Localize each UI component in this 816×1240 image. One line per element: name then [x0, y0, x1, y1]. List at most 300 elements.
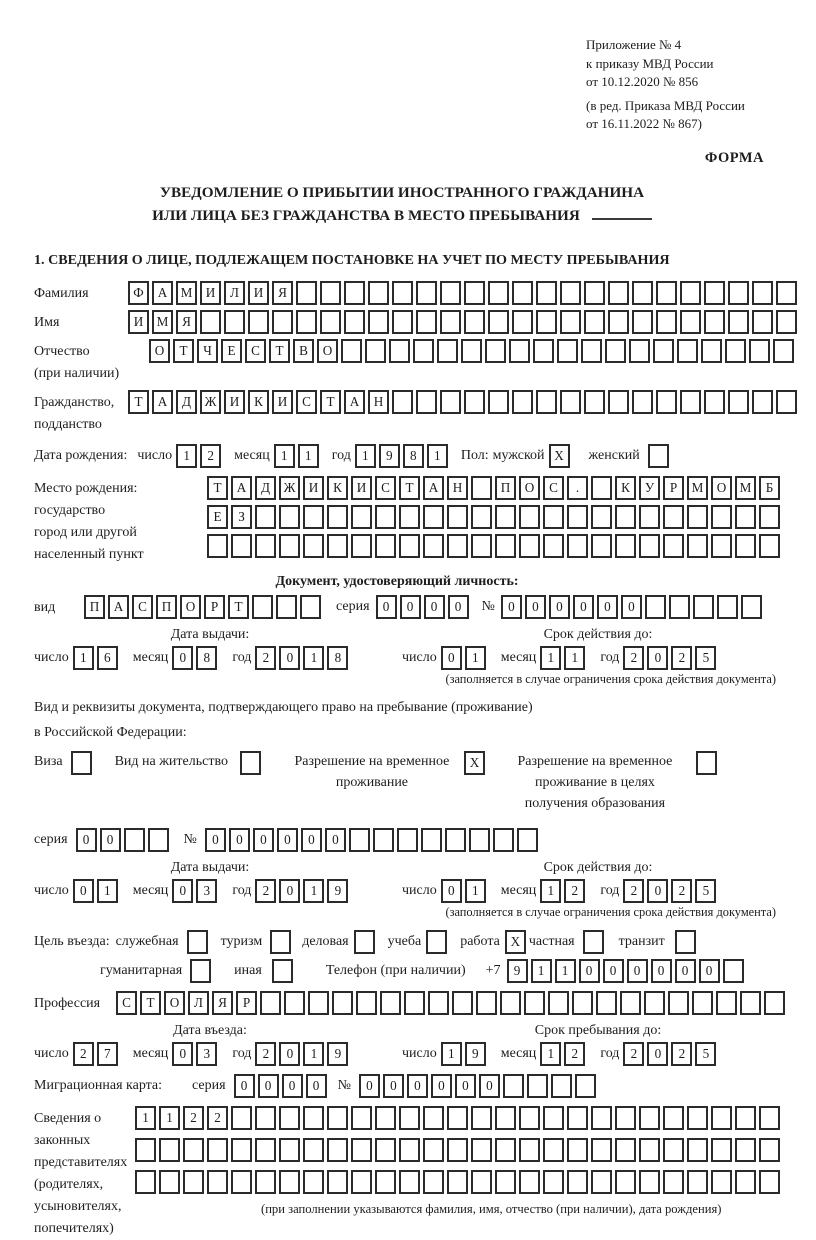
- expiry-date-title: Срок действия до:: [543, 626, 653, 642]
- day-label: число: [402, 882, 437, 898]
- form-cell: [632, 310, 653, 334]
- form-cell: [365, 339, 386, 363]
- form-cell: [159, 1170, 180, 1194]
- form-cell: [240, 751, 261, 775]
- form-cell: [252, 595, 273, 619]
- form-cell: [608, 390, 629, 414]
- patronymic-row: [34, 339, 800, 385]
- form-cell: [752, 310, 773, 334]
- form-cell: [711, 1138, 732, 1162]
- residence-series-cells: [76, 828, 172, 852]
- form-cell: [615, 1138, 636, 1162]
- expiry-day-cells: [441, 879, 489, 903]
- form-cell: А: [231, 476, 252, 500]
- identity-doc-type-row: [34, 595, 800, 619]
- form-cell: И: [303, 476, 324, 500]
- form-cell: 2: [183, 1106, 204, 1130]
- form-cell: [421, 828, 442, 852]
- form-cell: [135, 1138, 156, 1162]
- form-cell: 2: [671, 646, 692, 670]
- form-cell: [190, 959, 211, 983]
- form-cell: 0: [597, 595, 618, 619]
- form-cell: 1: [73, 646, 94, 670]
- form-cell: [543, 505, 564, 529]
- form-cell: Т: [228, 595, 249, 619]
- form-cell: 0: [253, 828, 274, 852]
- sex-female-checkbox: [648, 444, 672, 468]
- form-cell: [632, 281, 653, 305]
- residence-permit-checkbox: [240, 751, 264, 775]
- form-cell: [668, 991, 689, 1015]
- form-cell: 0: [441, 646, 462, 670]
- form-cell: [560, 281, 581, 305]
- form-cell: 2: [255, 879, 276, 903]
- sex-male-label: мужской: [492, 447, 545, 463]
- form-cell: [327, 505, 348, 529]
- form-cell: 0: [383, 1074, 404, 1098]
- form-cell: 5: [695, 1042, 716, 1066]
- form-cell: [735, 1106, 756, 1130]
- form-cell: [495, 1170, 516, 1194]
- form-cell: 2: [200, 444, 221, 468]
- form-cell: [536, 390, 557, 414]
- form-cell: [512, 310, 533, 334]
- form-cell: [759, 1170, 780, 1194]
- form-cell: [279, 1138, 300, 1162]
- form-cell: [669, 595, 690, 619]
- form-cell: [416, 310, 437, 334]
- issue-year-cells: [255, 646, 351, 670]
- form-cell: М: [152, 310, 173, 334]
- form-cell: Н: [447, 476, 468, 500]
- form-cell: [231, 534, 252, 558]
- form-cell: Р: [663, 476, 684, 500]
- form-cell: [615, 534, 636, 558]
- form-cell: [560, 390, 581, 414]
- phone-label: Телефон (при наличии): [325, 962, 466, 978]
- form-cell: [680, 310, 701, 334]
- form-cell: [471, 534, 492, 558]
- stay-until-title: Срок пребывания до:: [534, 1022, 662, 1038]
- month-label: месяц: [500, 649, 537, 665]
- form-cell: Р: [204, 595, 225, 619]
- form-cell: [368, 310, 389, 334]
- doc-expiry-date-col: [402, 627, 794, 670]
- form-cell: [303, 1170, 324, 1194]
- form-cell: 9: [507, 959, 528, 983]
- form-cell: [776, 281, 797, 305]
- doc-issue-date-col: [34, 627, 386, 670]
- form-cell: [639, 534, 660, 558]
- form-cell: [687, 1138, 708, 1162]
- form-cell: 0: [100, 828, 121, 852]
- form-cell: [503, 1074, 524, 1098]
- form-cell: [517, 828, 538, 852]
- migration-card-row: [34, 1074, 800, 1098]
- form-cell: [663, 534, 684, 558]
- form-cell: 1: [303, 1042, 324, 1066]
- form-cell: 1: [159, 1106, 180, 1130]
- form-cell: [255, 505, 276, 529]
- purpose-commercial-label: деловая: [302, 933, 349, 949]
- forma-label: ФОРМА: [704, 149, 764, 166]
- issue-month-cells: [172, 879, 220, 903]
- year-label: год: [232, 649, 252, 665]
- form-cell: 0: [205, 828, 226, 852]
- form-cell: [488, 281, 509, 305]
- form-cell: [351, 1170, 372, 1194]
- form-cell: 0: [699, 959, 720, 983]
- form-cell: 2: [623, 879, 644, 903]
- form-cell: [351, 1106, 372, 1130]
- form-cell: [255, 534, 276, 558]
- form-cell: К: [327, 476, 348, 500]
- form-cell: [248, 310, 269, 334]
- form-cell: Е: [207, 505, 228, 529]
- form-cell: 0: [282, 1074, 303, 1098]
- form-cell: [423, 1106, 444, 1130]
- form-cell: .: [567, 476, 588, 500]
- form-cell: [645, 595, 666, 619]
- form-cell: 5: [695, 879, 716, 903]
- migration-card-label: Миграционная карта:: [34, 1077, 163, 1093]
- visa-checkbox: [71, 751, 95, 775]
- patronymic-cells: [149, 339, 797, 363]
- temp-residence-permit-checkbox: [464, 751, 488, 775]
- year-label: год: [331, 447, 351, 463]
- purpose-transit-label: транзит: [618, 933, 665, 949]
- form-cell: [416, 281, 437, 305]
- form-cell: [284, 991, 305, 1015]
- form-cell: [351, 505, 372, 529]
- form-cell: 0: [376, 595, 397, 619]
- profession-row: [34, 991, 800, 1015]
- day-label: число: [34, 882, 69, 898]
- form-cell: [270, 930, 291, 954]
- form-cell: [303, 1138, 324, 1162]
- form-cell: [276, 595, 297, 619]
- form-cell: 0: [279, 879, 300, 903]
- form-cell: П: [84, 595, 105, 619]
- form-cell: [207, 1170, 228, 1194]
- form-title: [34, 181, 800, 227]
- form-cell: [308, 991, 329, 1015]
- form-cell: И: [200, 281, 221, 305]
- form-cell: [741, 595, 762, 619]
- form-cell: Т: [207, 476, 228, 500]
- form-cell: [320, 281, 341, 305]
- form-cell: У: [639, 476, 660, 500]
- form-cell: [303, 534, 324, 558]
- form-cell: [663, 1138, 684, 1162]
- form-cell: С: [132, 595, 153, 619]
- form-cell: И: [248, 281, 269, 305]
- form-cell: [711, 1170, 732, 1194]
- form-cell: [759, 534, 780, 558]
- surname-label: Фамилия: [34, 285, 89, 301]
- form-cell: И: [224, 390, 245, 414]
- form-cell: 0: [73, 879, 94, 903]
- form-cell: А: [423, 476, 444, 500]
- form-cell: О: [164, 991, 185, 1015]
- form-cell: Я: [212, 991, 233, 1015]
- form-cell: 9: [327, 879, 348, 903]
- form-cell: [519, 1170, 540, 1194]
- form-cell: Л: [188, 991, 209, 1015]
- form-cell: [663, 505, 684, 529]
- form-cell: [533, 339, 554, 363]
- citizenship-cells: [128, 390, 800, 414]
- entry-month-cells: [172, 1042, 220, 1066]
- series-label: серия: [192, 1077, 226, 1093]
- residence-permit-label: Вид на жительство: [114, 753, 228, 769]
- representatives-cells-line1: [135, 1106, 783, 1130]
- form-cell: [71, 751, 92, 775]
- form-cell: [399, 534, 420, 558]
- form-cell: [399, 1170, 420, 1194]
- purpose-work-checkbox: [505, 930, 529, 954]
- expiry-limitation-note: (заполняется в случае ограничения срока действия документа): [445, 671, 776, 686]
- section1-title: 1. СВЕДЕНИЯ О ЛИЦЕ, ПОДЛЕЖАЩЕМ ПОСТАНОВКЕ НА УЧЕТ ПО МЕСТУ ПРЕБЫВАНИЯ: [34, 251, 670, 268]
- form-cell: [773, 339, 794, 363]
- form-cell: Ч: [197, 339, 218, 363]
- appendix-revision-line: от 16.11.2022 № 867): [586, 116, 703, 131]
- form-cell: 0: [448, 595, 469, 619]
- form-cell: X: [549, 444, 570, 468]
- form-cell: [279, 1106, 300, 1130]
- form-cell: [380, 991, 401, 1015]
- form-cell: [759, 1106, 780, 1130]
- form-cell: 1: [427, 444, 448, 468]
- form-cell: 0: [172, 879, 193, 903]
- form-cell: 0: [407, 1074, 428, 1098]
- form-cell: О: [180, 595, 201, 619]
- form-cell: А: [344, 390, 365, 414]
- form-cell: [375, 1106, 396, 1130]
- form-cell: [437, 339, 458, 363]
- form-cell: К: [615, 476, 636, 500]
- form-cell: [183, 1170, 204, 1194]
- migration-card-number-cells: [359, 1074, 599, 1098]
- form-cell: [567, 1170, 588, 1194]
- form-cell: Н: [368, 390, 389, 414]
- residence-expiry-date-col: [402, 860, 794, 903]
- number-sign: №: [337, 1077, 351, 1093]
- form-title-line2: ИЛИ ЛИЦА БЕЗ ГРАЖДАНСТВА В МЕСТО ПРЕБЫВАНИЯ: [152, 206, 580, 224]
- identity-doc-section-title: Документ, удостоверяющий личность:: [275, 573, 519, 589]
- form-cell: [351, 534, 372, 558]
- form-cell: [584, 281, 605, 305]
- form-cell: [567, 1106, 588, 1130]
- form-cell: [519, 534, 540, 558]
- representatives-note: (при заполнении указываются фамилия, имя, отчество (при наличии), дата рождения): [261, 1201, 722, 1216]
- form-cell: [639, 1106, 660, 1130]
- form-cell: X: [505, 930, 526, 954]
- number-sign: №: [481, 598, 495, 614]
- form-cell: [632, 390, 653, 414]
- appendix-line: к приказу МВД России: [586, 55, 714, 71]
- form-cell: [693, 595, 714, 619]
- form-cell: М: [176, 281, 197, 305]
- entry-stay-dates: [34, 1023, 800, 1066]
- residence-doc-intro: Вид и реквизиты документа, подтверждающего право на пребывание (проживание) в Российской Федерации:: [34, 699, 533, 740]
- year-label: год: [232, 882, 252, 898]
- form-cell: 1: [135, 1106, 156, 1130]
- form-cell: [255, 1106, 276, 1130]
- stay-month-cells: [540, 1042, 588, 1066]
- form-cell: 0: [455, 1074, 476, 1098]
- form-cell: [471, 505, 492, 529]
- form-cell: [581, 339, 602, 363]
- birth-place-cells-line3: [207, 534, 783, 558]
- form-cell: 2: [623, 646, 644, 670]
- patronymic-label: Отчество (при наличии): [34, 343, 120, 381]
- form-cell: [255, 1170, 276, 1194]
- phone-cells: [507, 959, 747, 983]
- purpose-humanitarian-label: гуманитарная: [100, 962, 183, 978]
- doc-type-label: вид: [34, 600, 56, 615]
- form-cell: [445, 828, 466, 852]
- phone-prefix: +7: [485, 962, 501, 978]
- form-cell: [656, 281, 677, 305]
- form-cell: 0: [234, 1074, 255, 1098]
- appendix-reference-block: [586, 36, 816, 134]
- form-cell: М: [735, 476, 756, 500]
- purpose-business-label: служебная: [115, 933, 179, 949]
- year-label: год: [600, 649, 620, 665]
- form-cell: 1: [555, 959, 576, 983]
- form-cell: [591, 476, 612, 500]
- form-cell: Т: [269, 339, 290, 363]
- form-cell: 2: [73, 1042, 94, 1066]
- form-cell: [416, 390, 437, 414]
- form-cell: [327, 1106, 348, 1130]
- day-label: число: [137, 447, 173, 463]
- form-cell: [471, 1138, 492, 1162]
- form-cell: 0: [359, 1074, 380, 1098]
- form-cell: [471, 476, 492, 500]
- form-cell: [557, 339, 578, 363]
- form-cell: [440, 310, 461, 334]
- form-cell: [583, 930, 604, 954]
- form-cell: Б: [759, 476, 780, 500]
- expiry-limitation-note: (заполняется в случае ограничения срока действия документа): [445, 904, 776, 919]
- form-cell: [392, 281, 413, 305]
- form-cell: [717, 595, 738, 619]
- form-cell: Т: [140, 991, 161, 1015]
- form-cell: С: [296, 390, 317, 414]
- form-cell: 5: [695, 646, 716, 670]
- form-cell: 1: [540, 646, 561, 670]
- form-cell: [341, 339, 362, 363]
- form-cell: 0: [76, 828, 97, 852]
- form-cell: И: [128, 310, 149, 334]
- expiry-month-cells: [540, 879, 588, 903]
- form-cell: [759, 505, 780, 529]
- form-cell: [332, 991, 353, 1015]
- form-cell: [591, 1138, 612, 1162]
- form-cell: [584, 390, 605, 414]
- number-sign: №: [183, 831, 197, 847]
- form-cell: [207, 534, 228, 558]
- form-cell: 0: [306, 1074, 327, 1098]
- form-cell: [327, 1138, 348, 1162]
- form-cell: 0: [431, 1074, 452, 1098]
- month-label: месяц: [132, 1045, 169, 1061]
- form-cell: [543, 1138, 564, 1162]
- form-cell: 7: [97, 1042, 118, 1066]
- form-cell: [629, 339, 650, 363]
- form-cell: [656, 310, 677, 334]
- form-cell: О: [711, 476, 732, 500]
- form-cell: 0: [675, 959, 696, 983]
- form-cell: 2: [207, 1106, 228, 1130]
- form-cell: [677, 339, 698, 363]
- form-cell: [399, 1138, 420, 1162]
- form-cell: [608, 310, 629, 334]
- form-cell: [423, 1170, 444, 1194]
- form-cell: Ж: [279, 476, 300, 500]
- form-cell: С: [375, 476, 396, 500]
- entry-date-title: Дата въезда:: [173, 1022, 247, 1038]
- form-cell: [260, 991, 281, 1015]
- form-cell: Т: [173, 339, 194, 363]
- form-cell: 1: [97, 879, 118, 903]
- form-cell: 9: [465, 1042, 486, 1066]
- purpose-label: Цель въезда:: [34, 933, 110, 949]
- form-cell: [495, 534, 516, 558]
- form-cell: 0: [621, 595, 642, 619]
- form-cell: [620, 991, 641, 1015]
- form-cell: [296, 281, 317, 305]
- form-cell: 0: [172, 646, 193, 670]
- form-cell: 1: [465, 879, 486, 903]
- form-cell: [452, 991, 473, 1015]
- purpose-transit-checkbox: [675, 930, 699, 954]
- form-cell: [653, 339, 674, 363]
- education-permit-label: Разрешение на временное проживание в целях получения образования: [517, 753, 673, 811]
- birth-date-row: [34, 444, 800, 468]
- form-cell: [749, 339, 770, 363]
- form-cell: 9: [379, 444, 400, 468]
- form-cell: [373, 828, 394, 852]
- form-cell: 0: [603, 959, 624, 983]
- surname-cells: [128, 281, 800, 305]
- issue-year-cells: [255, 879, 351, 903]
- form-cell: С: [116, 991, 137, 1015]
- issue-day-cells: [73, 646, 121, 670]
- representatives-cells-stack: [135, 1106, 783, 1217]
- form-cell: [615, 505, 636, 529]
- form-cell: [187, 930, 208, 954]
- form-cell: [519, 1138, 540, 1162]
- form-cell: 1: [531, 959, 552, 983]
- form-cell: [423, 1138, 444, 1162]
- form-cell: [272, 959, 293, 983]
- form-cell: [135, 1170, 156, 1194]
- form-cell: [692, 991, 713, 1015]
- form-cell: 0: [279, 646, 300, 670]
- representatives-row: [34, 1106, 800, 1240]
- form-cell: [495, 1138, 516, 1162]
- purpose-humanitarian-checkbox: [190, 959, 214, 983]
- form-cell: 9: [327, 1042, 348, 1066]
- form-cell: 0: [325, 828, 346, 852]
- form-cell: [680, 390, 701, 414]
- form-cell: 0: [229, 828, 250, 852]
- form-cell: [272, 310, 293, 334]
- form-cell: [687, 534, 708, 558]
